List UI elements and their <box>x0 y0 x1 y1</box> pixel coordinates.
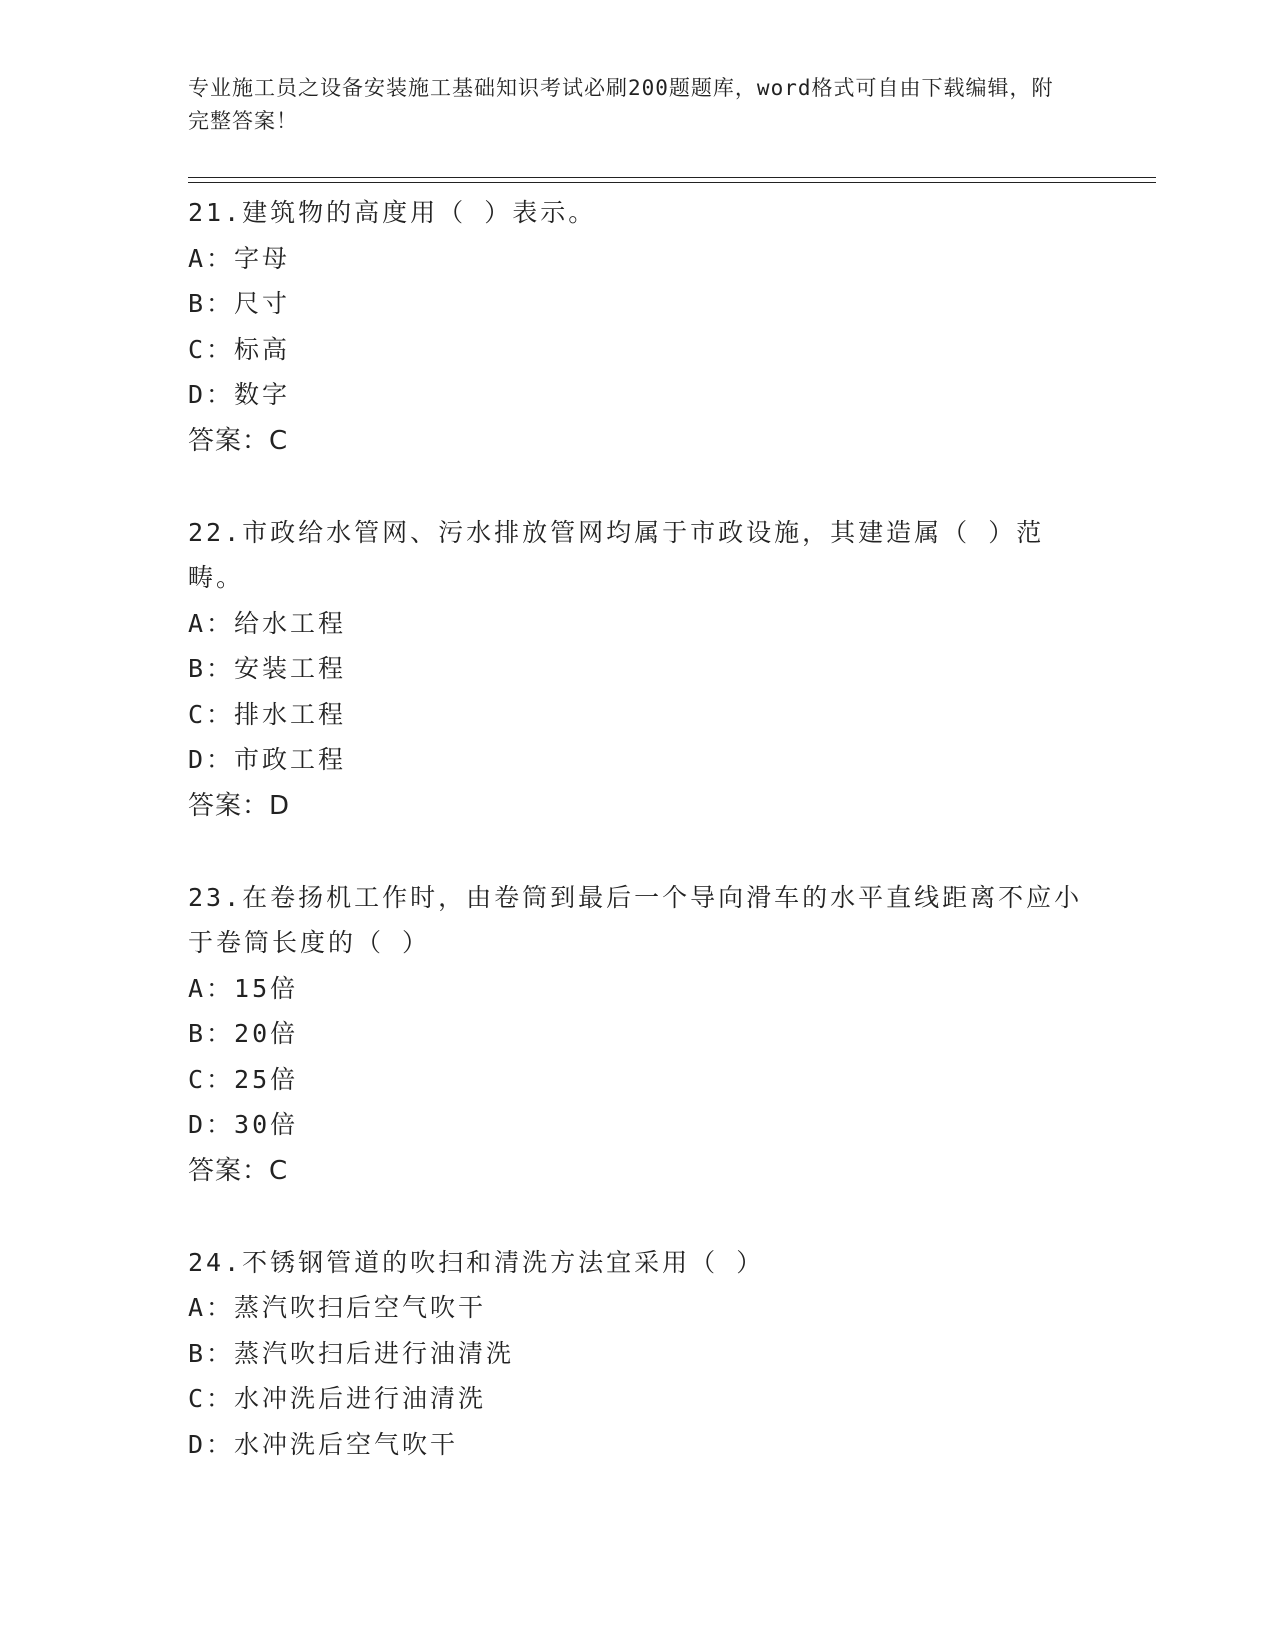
question-21 <box>188 190 1088 464</box>
option-d: D：水冲洗后空气吹干 <box>188 1429 459 1459</box>
option-a: A：字母 <box>188 243 291 273</box>
option-d: D：30倍 <box>188 1110 299 1139</box>
document-header: 专业施工员之设备安装施工基础知识考试必刷200题题库，word格式可自由下载编辑，附完整答案！ <box>188 76 1054 133</box>
option-a: A：15倍 <box>188 973 299 1003</box>
option-b: B：20倍 <box>188 1019 299 1048</box>
option-c: C：排水工程 <box>188 699 347 729</box>
question-24 <box>188 1240 1088 1468</box>
option-b: B：蒸汽吹扫后进行油清洗 <box>188 1338 515 1368</box>
option-c: C：水冲洗后进行油清洗 <box>188 1384 487 1413</box>
question-stem: 23.在卷扬机工作时，由卷筒到最后一个导向滑车的水平直线距离不应小于卷筒长度的（ ） <box>188 882 1083 957</box>
header-divider-top <box>188 177 1156 178</box>
answer-line: 答案：C <box>188 425 289 456</box>
option-d: D：市政工程 <box>188 745 347 774</box>
option-d: D：数字 <box>188 380 291 409</box>
question-stem: 21.建筑物的高度用（ ）表示。 <box>188 198 597 227</box>
option-c: C：标高 <box>188 334 291 364</box>
answer-line: 答案：C <box>188 1155 289 1186</box>
answer-line: 答案：D <box>188 790 291 821</box>
question-stem: 24.不锈钢管道的吹扫和清洗方法宜采用（ ） <box>188 1247 765 1277</box>
option-b: B：尺寸 <box>188 289 291 318</box>
option-b: B：安装工程 <box>188 654 347 683</box>
question-23 <box>188 875 1088 1194</box>
question-stem: 22.市政给水管网、污水排放管网均属于市政设施，其建造属（ ）范畴。 <box>188 517 1045 592</box>
header-divider-bottom <box>188 182 1156 183</box>
question-list <box>188 190 1088 1513</box>
option-c: C：25倍 <box>188 1064 299 1094</box>
question-22 <box>188 510 1088 829</box>
option-a: A：蒸汽吹扫后空气吹干 <box>188 1293 487 1322</box>
option-a: A：给水工程 <box>188 608 347 638</box>
